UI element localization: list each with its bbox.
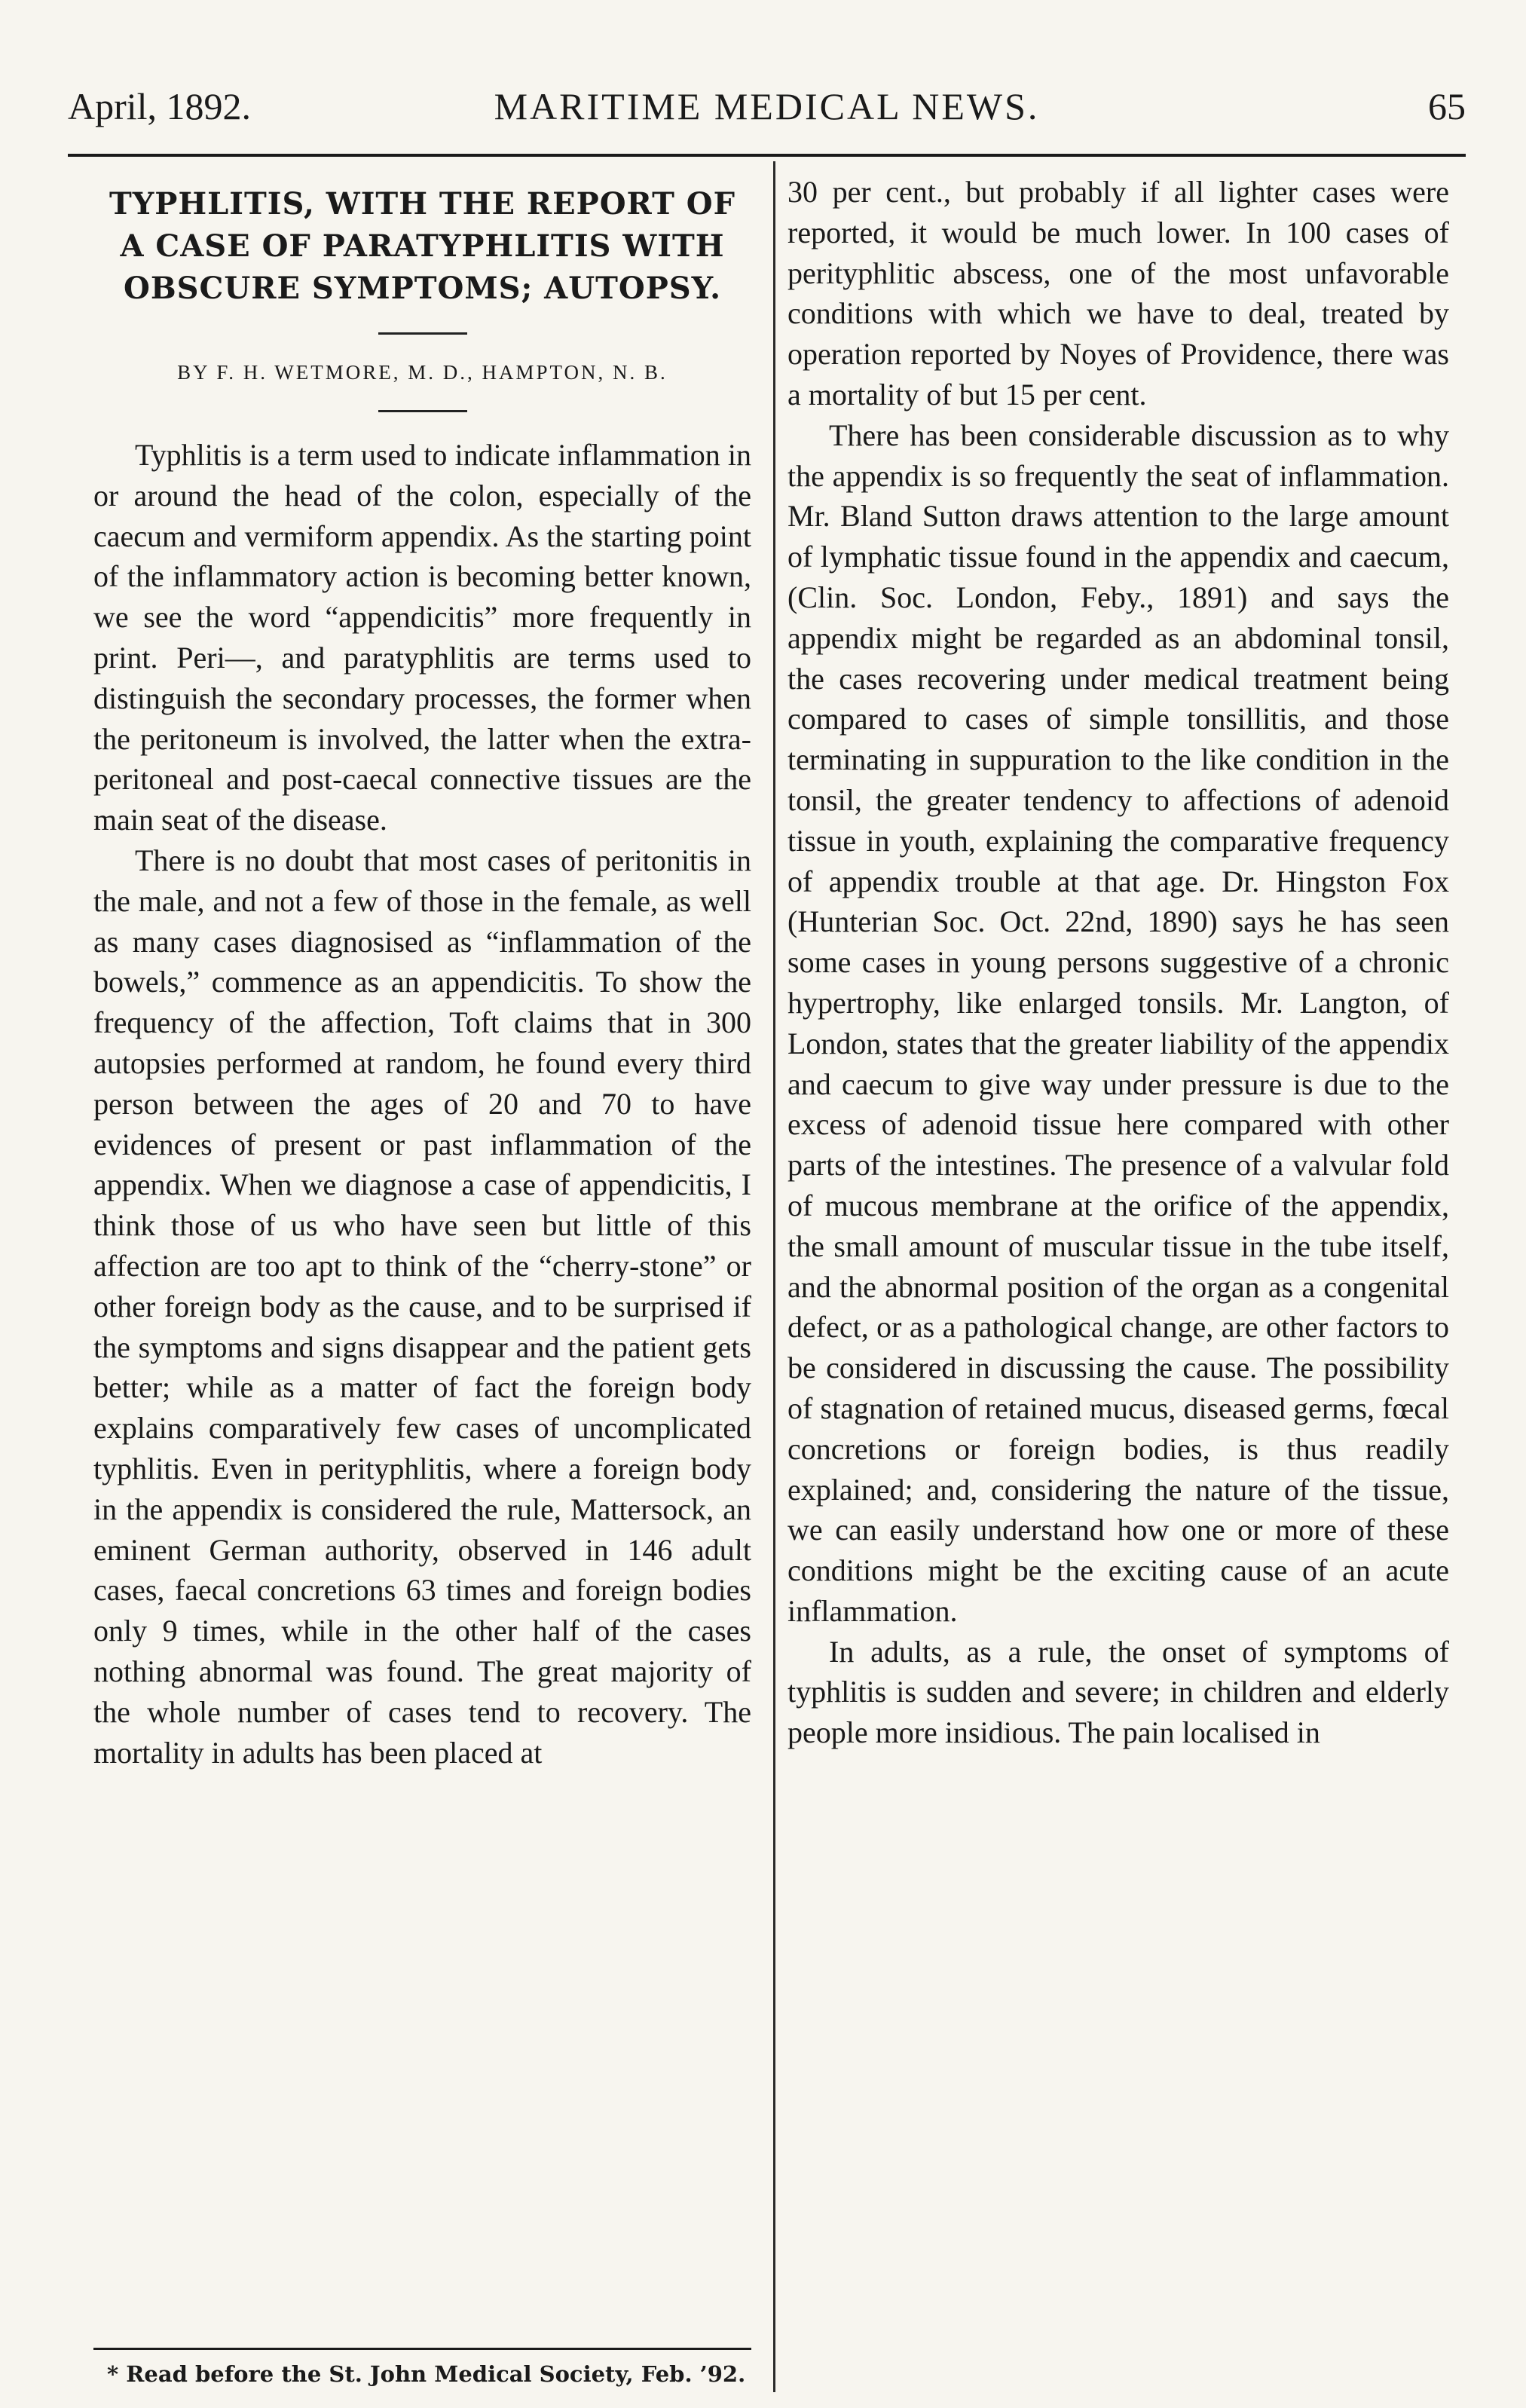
- article-byline: BY F. H. WETMORE, M. D., HAMPTON, N. B.: [177, 361, 668, 384]
- header-rule: [68, 154, 1466, 157]
- running-header: [68, 84, 1466, 145]
- paragraph: In adults, as a rule, the onset of symptoms of typhlitis is sudden and severe; in children and elderly people more insidious. The pain localised in: [787, 1634, 1449, 1750]
- byline-rule: [378, 410, 467, 412]
- paragraph: Typhlitis is a term used to indicate inflammation in or around the head of the colon, especially of the caecum and vermiform appendix. As the starting point of the inflammatory action is becoming better known, we see the word “appendicitis” more frequently in print. Peri—, and paratyphlitis are terms used to distinguish the secondary processes, the former when the peritoneum is involved, the latter when the extra-peritoneal and post-caecal connective tissues are the main seat of the disease.: [93, 438, 751, 837]
- column-divider: [773, 161, 775, 2392]
- footnote: * Read before the St. John Medical Society, Feb. ’92.: [107, 2361, 746, 2387]
- header-date: April, 1892.: [68, 85, 252, 127]
- article-title: TYPHLITIS, WITH THE REPORT OF A CASE OF PARATYPHLITIS WITH OBSCURE SYMPTOMS; AUTOPSY.: [109, 186, 736, 306]
- footnote-rule: [93, 2348, 751, 2350]
- title-rule: [378, 332, 467, 335]
- left-column: [93, 172, 751, 1773]
- header-journal-title: MARITIME MEDICAL NEWS.: [494, 85, 1040, 127]
- paragraph: 30 per cent., but probably if all lighter cases were reported, it would be much lower. In 100 cases of perityphlitic abscess, one of the most unfavorable conditions with which we have to deal, treated by operation reported by Noyes of Providence, there was a mortality of but 15 per cent.: [787, 175, 1449, 412]
- paragraph: There is no doubt that most cases of peritonitis in the male, and not a few of those in the female, as well as many cases diagnosised as “inflammation of the bowels,” commence as an appendicitis. To show the frequency of the affection, Toft claims that in 300 autopsies performed at random, he found every third person between the ages of 20 and 70 to have evidences of present or past inflammation of the appendix. When we diagnose a case of appendicitis, I think those of us who have seen but little of this affection are too apt to think of the “cherry-stone” or other foreign body as the cause, and to be surprised if the symptoms and signs disappear and the patient gets better; while as a matter of fact the foreign body explains comparatively few cases of uncomplicated typhlitis. Even in perityphlitis, where a foreign body in the appendix is considered the rule, Mattersock, an eminent German authority, observed in 146 adult cases, faecal concretions 63 times and foreign bodies only 9 times, while in the other half of the cases nothing abnormal was found. The great majority of the whole number of cases tend to recovery. The mortality in adults has been placed at: [93, 843, 751, 1770]
- paragraph: There has been considerable discussion as to why the appendix is so frequently the seat of inflammation. Mr. Bland Sutton draws attention to the large amount of lymphatic tissue found in the appendix and caecum, (Clin. Soc. London, Feby., 1891) and says the appendix might be regarded as an abdominal tonsil, the cases recovering under medical treatment being compared to cases of simple tonsillitis, and those terminating in suppuration to the like condition in the tonsil, the greater tendency to affections of adenoid tissue in youth, explaining the comparative frequency of appendix trouble at that age. Dr. Hingston Fox (Hunterian Soc. Oct. 22nd, 1890) says he has seen some cases in young persons suggestive of a chronic hypertrophy, like enlarged tonsils. Mr. Langton, of London, states that the greater liability of the appendix and caecum to give way under pressure is due to the excess of adenoid tissue here compared with other parts of the intestines. The presence of a valvular fold of mucous membrane at the orifice of the appendix, the small amount of muscular tissue in the tube itself, and the abnormal position of the organ as a congenital defect, or as a pathological change, are other factors to be considered in discussing the cause. The possibility of stagnation of retained mucus, diseased germs, fœcal concretions or foreign bodies, is thus readily explained; and, considering the nature of the tissue, we can easily understand how one or more of these conditions might be the exciting cause of an acute inflammation.: [787, 418, 1449, 1628]
- header-page-number: 65: [1428, 85, 1466, 127]
- right-column: [787, 172, 1449, 1753]
